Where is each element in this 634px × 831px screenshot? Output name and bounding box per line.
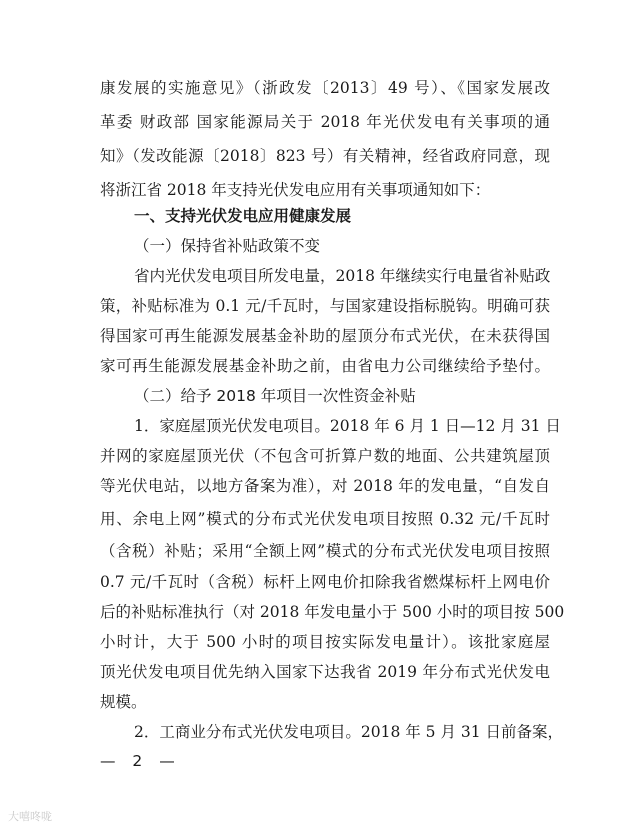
body-line: 革委 财政部 国家能源局关于 2018 年光伏发电有关事项的通 xyxy=(100,113,550,131)
body-line: 并网的家庭屋顶光伏（不包含可折算户数的地面、公共建筑屋顶 xyxy=(100,447,550,465)
body-line: 0.7 元/千瓦时（含税）标杆上网电价扣除我省燃煤标杆上网电价 xyxy=(100,573,550,591)
body-line: 规模。 xyxy=(100,693,147,711)
body-line: 策，补贴标准为 0.1 元/千瓦时，与国家建设指标脱钩。明确可获 xyxy=(100,297,550,315)
body-line: 得国家可再生能源发展基金补助的屋顶分布式光伏，在未获得国 xyxy=(100,327,550,345)
watermark: 大嘻咚咙 xyxy=(8,810,52,823)
body-line: 1．家庭屋顶光伏发电项目。2018 年 6 月 1 日—12 月 31 日 xyxy=(134,417,561,435)
body-line: 用、余电上网”模式的分布式光伏发电项目按照 0.32 元/千瓦时 xyxy=(100,510,550,528)
body-line: （含税）补贴；采用“全额上网”模式的分布式光伏发电项目按照 xyxy=(100,542,550,560)
body-line: 知》（发改能源〔2018〕823 号）有关精神，经省政府同意，现 xyxy=(100,147,550,165)
body-line: 家可再生能源发展基金补助之前，由省电力公司继续给予垫付。 xyxy=(100,357,550,375)
body-line: 等光伏电站，以地方备案为准），对 2018 年的发电量，“自发自 xyxy=(100,477,550,495)
subsection-heading: （一）保持省补贴政策不变 xyxy=(134,237,321,255)
body-line: 康发展的实施意见》（浙政发〔2013〕49 号）、《国家发展改 xyxy=(100,79,550,97)
section-heading: 一、支持光伏发电应用健康发展 xyxy=(134,207,352,225)
body-line: 省内光伏发电项目所发电量，2018 年继续实行电量省补贴政 xyxy=(134,267,551,285)
body-line: 小时计，大于 500 小时的项目按实际发电量计）。该批家庭屋 xyxy=(100,633,550,651)
subsection-heading: （二）给予 2018 年项目一次性资金补贴 xyxy=(134,387,416,405)
page-number: — 2 — xyxy=(100,752,181,770)
body-line: 后的补贴标准执行（对 2018 年发电量小于 500 小时的项目按 500 xyxy=(100,603,565,621)
body-line: 顶光伏发电项目优先纳入国家下达我省 2019 年分布式光伏发电 xyxy=(100,663,550,681)
body-line: 2．工商业分布式光伏发电项目。2018 年 5 月 31 日前备案， xyxy=(134,723,564,741)
body-line: 将浙江省 2018 年支持光伏发电应用有关事项通知如下： xyxy=(100,181,491,199)
